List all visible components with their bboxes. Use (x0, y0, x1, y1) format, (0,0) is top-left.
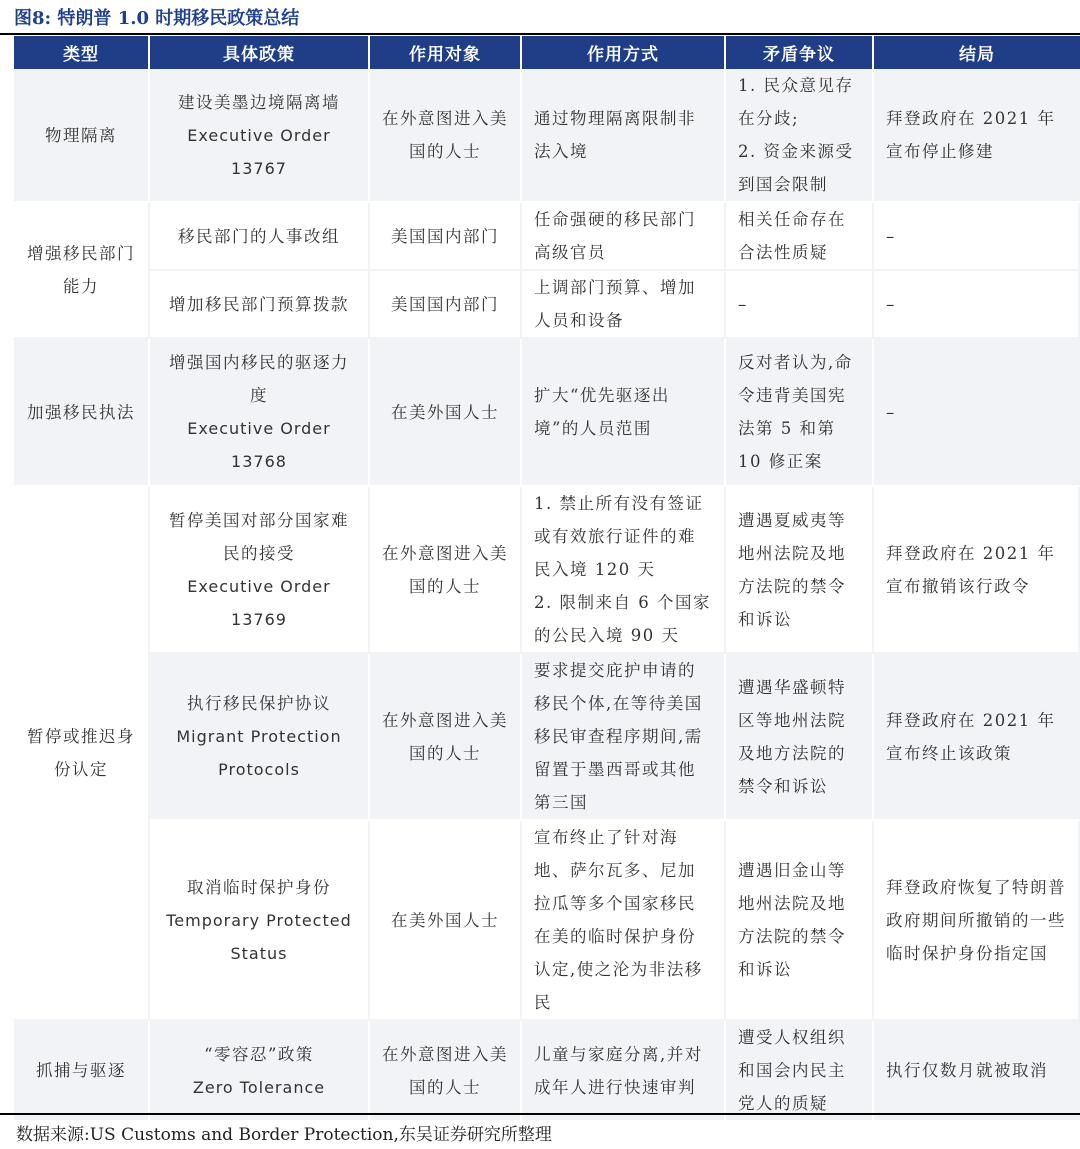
table-row (14, 271, 1080, 339)
policy-en-2: 13769 (231, 609, 287, 629)
policy-cn: 增强国内移民的驱逐力度 (169, 353, 349, 405)
cell-method: 要求提交庇护申请的移民个体,在等待美国移民审查程序期间,需留置于墨西哥或其他第三国 (522, 654, 726, 821)
cell-policy (150, 821, 370, 1021)
header-dispute: 矛盾争议 (726, 36, 874, 69)
table-row (14, 203, 1080, 271)
dispute-item: 2. 资金来源受到国会限制 (738, 142, 854, 194)
cell-dispute: 遭受人权组织和国会内民主党人的质疑 (726, 1021, 874, 1122)
table-row (14, 487, 1080, 654)
cell-policy: 增加移民部门预算拨款 (150, 271, 370, 339)
cell-policy: 移民部门的人事改组 (150, 203, 370, 271)
cell-target: 在外意图进入美国的人士 (370, 1021, 522, 1122)
cell-method (522, 487, 726, 654)
policy-en-1: Zero Tolerance (192, 1077, 326, 1097)
header-outcome: 结局 (874, 36, 1080, 69)
cell-outcome: 拜登政府在 2021 年宣布终止该政策 (874, 654, 1080, 821)
cell-method: 儿童与家庭分离,并对成年人进行快速审判 (522, 1021, 726, 1122)
policy-en-2: Protocols (218, 760, 300, 779)
policy-cn: 取消临时保护身份 (187, 877, 331, 897)
cell-policy (150, 339, 370, 487)
cell-policy (150, 69, 370, 203)
method-item: 2. 限制来自 6 个国家的公民入境 90 天 (534, 593, 711, 645)
cell-target: 美国国内部门 (370, 203, 522, 271)
policy-cn: 建设美墨边境隔离墙 (178, 92, 340, 112)
policy-cn: 执行移民保护协议 (187, 694, 331, 713)
policy-en-1: Executive Order (187, 125, 331, 145)
cell-target: 在美外国人士 (370, 339, 522, 487)
cell-outcome: 拜登政府在 2021 年宣布停止修建 (874, 69, 1080, 203)
policy-en-1: Executive Order (187, 576, 331, 596)
cell-method: 上调部门预算、增加人员和设备 (522, 271, 726, 339)
table-row (14, 1021, 1080, 1122)
cell-outcome: – (874, 271, 1080, 339)
cell-method: 扩大“优先驱逐出境”的人员范围 (522, 339, 726, 487)
cell-dispute: 遭遇旧金山等地州法院及地方法院的禁令和诉讼 (726, 821, 874, 1021)
cell-policy (150, 654, 370, 821)
cell-type: 物理隔离 (14, 69, 150, 203)
cell-outcome: – (874, 203, 1080, 271)
cell-method: 宣布终止了针对海地、萨尔瓦多、尼加拉瓜等多个国家移民在美的临时保护身份认定,使之沦为非法移民 (522, 821, 726, 1021)
cell-target: 在外意图进入美国的人士 (370, 487, 522, 654)
table-header-row (14, 36, 1080, 69)
cell-dispute: 遭遇夏威夷等地州法院及地方法院的禁令和诉讼 (726, 487, 874, 654)
dispute-item: 1. 民众意见存在分歧; (738, 76, 854, 128)
cell-outcome: 拜登政府恢复了特朗普政府期间所撤销的一些临时保护身份指定国 (874, 821, 1080, 1021)
cell-type: 抓捕与驱逐 (14, 1021, 150, 1122)
cell-dispute: – (726, 271, 874, 339)
header-target: 作用对象 (370, 36, 522, 69)
cell-type: 增强移民部门能力 (14, 203, 150, 339)
policy-table (14, 36, 1080, 1122)
cell-type: 暂停或推迟身份认定 (14, 487, 150, 1021)
cell-method: 任命强硬的移民部门高级官员 (522, 203, 726, 271)
cell-dispute (726, 69, 874, 203)
policy-en-2: 13767 (231, 158, 287, 178)
table-row (14, 69, 1080, 203)
title-divider (0, 33, 1080, 35)
cell-outcome: 执行仅数月就被取消 (874, 1021, 1080, 1122)
cell-dispute: 反对者认为,命令违背美国宪法第 5 和第 10 修正案 (726, 339, 874, 487)
cell-policy (150, 487, 370, 654)
cell-target: 在外意图进入美国的人士 (370, 654, 522, 821)
cell-target: 在美外国人士 (370, 821, 522, 1021)
method-item: 1. 禁止所有没有签证或有效旅行证件的难民入境 120 天 (534, 494, 704, 579)
cell-outcome: – (874, 339, 1080, 487)
header-policy: 具体政策 (150, 36, 370, 69)
cell-target: 美国国内部门 (370, 271, 522, 339)
cell-dispute: 遭遇华盛顿特区等地州法院及地方法院的禁令和诉讼 (726, 654, 874, 821)
source-note: 数据来源:US Customs and Border Protection,东吴证券研究所整理 (16, 1125, 552, 1145)
header-type: 类型 (14, 36, 150, 69)
cell-type: 加强移民执法 (14, 339, 150, 487)
policy-en-1: Executive Order (187, 419, 331, 438)
policy-en-2: Status (230, 943, 288, 963)
cell-policy (150, 1021, 370, 1122)
cell-method: 通过物理隔离限制非法入境 (522, 69, 726, 203)
table-row (14, 654, 1080, 821)
cell-dispute: 相关任命存在合法性质疑 (726, 203, 874, 271)
policy-cn: 暂停美国对部分国家难民的接受 (169, 510, 349, 563)
header-method: 作用方式 (522, 36, 726, 69)
table-row (14, 339, 1080, 487)
cell-outcome: 拜登政府在 2021 年宣布撤销该行政令 (874, 487, 1080, 654)
policy-cn: “零容忍”政策 (204, 1044, 314, 1064)
bottom-divider (0, 1113, 1080, 1115)
policy-en-1: Temporary Protected (166, 910, 352, 930)
cell-target: 在外意图进入美国的人士 (370, 69, 522, 203)
policy-en-1: Migrant Protection (176, 727, 342, 746)
figure-title: 图8: 特朗普 1.0 时期移民政策总结 (14, 8, 300, 29)
table-row (14, 821, 1080, 1021)
policy-en-2: 13768 (231, 452, 287, 471)
